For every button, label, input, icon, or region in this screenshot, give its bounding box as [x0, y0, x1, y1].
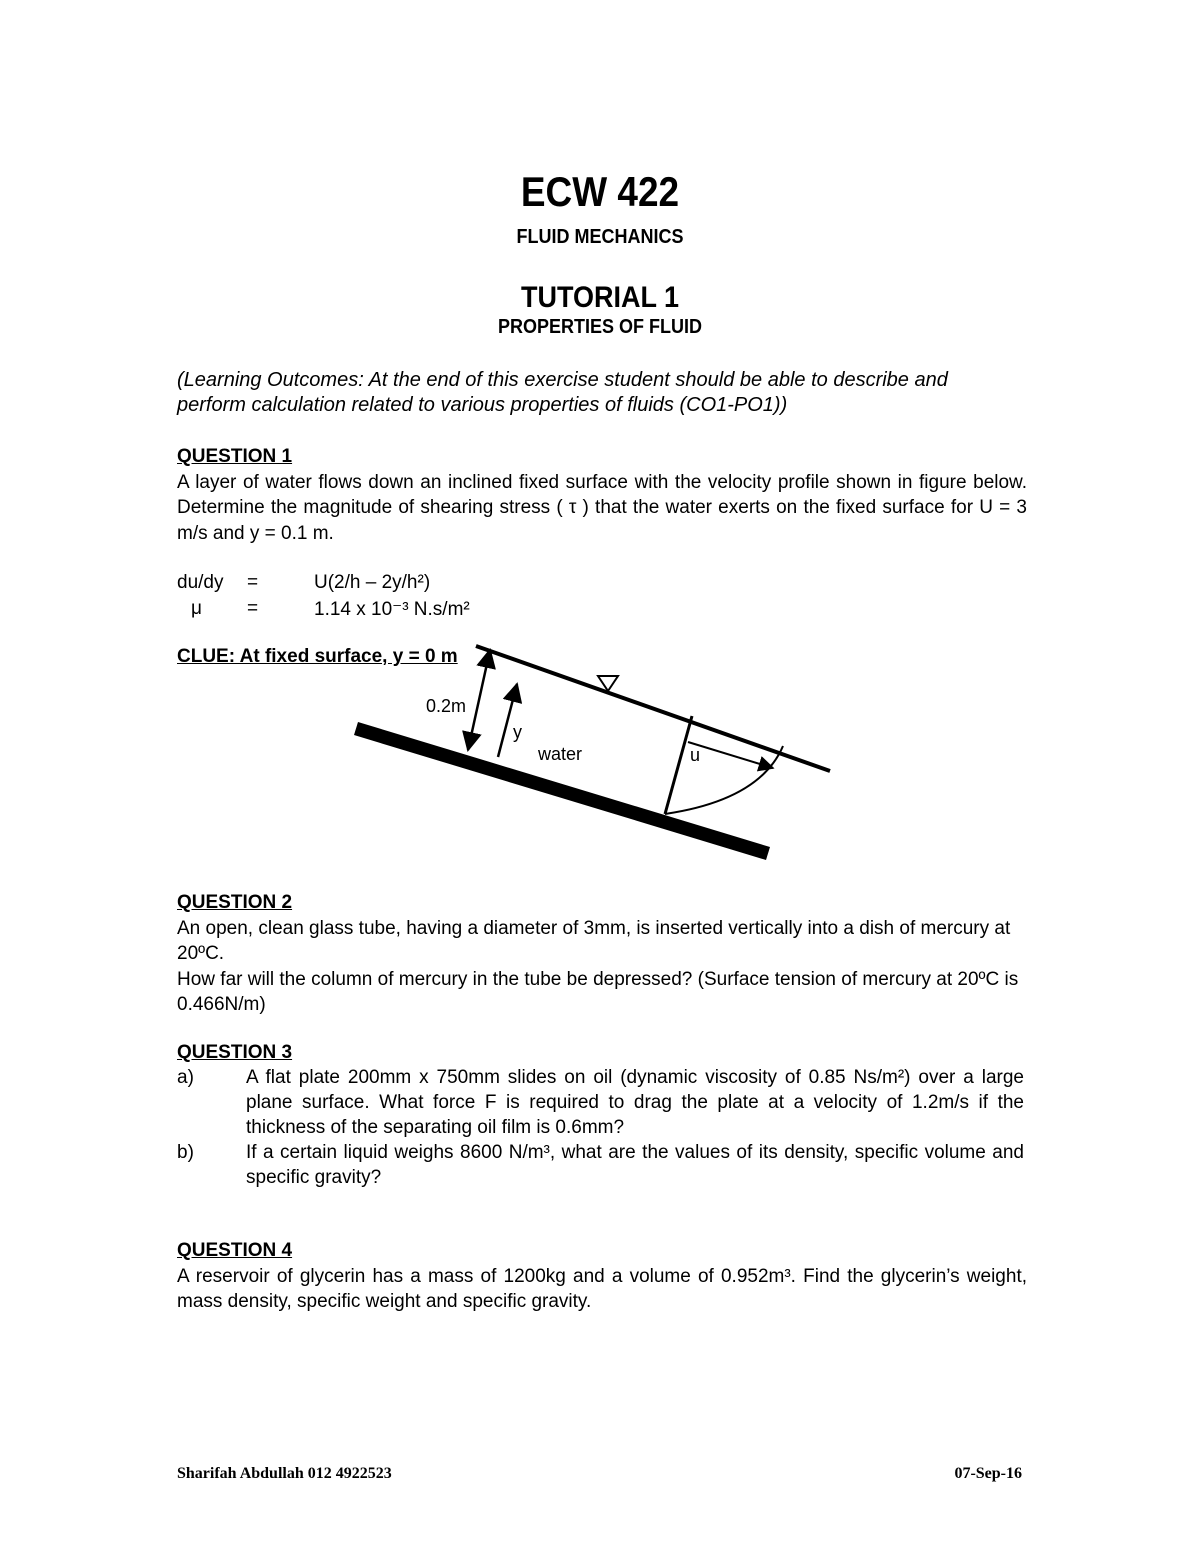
formula-dudy-eq: =: [247, 572, 259, 593]
course-name: FLUID MECHANICS: [516, 226, 684, 248]
formula-mu-eq: =: [247, 598, 259, 619]
label-y: y: [513, 722, 522, 742]
footer-author: Sharifah Abdullah 012 4922523: [177, 1465, 392, 1482]
question-3-part-a-label: a): [177, 1067, 194, 1088]
question-3-heading-block: [177, 1040, 1027, 1066]
question-1-text: A layer of water flows down an inclined fixed surface with the velocity profile shown in figure below. Determine the magnitude of shearing stress ( τ ) that the water exerts on the fixed surface for U = 3 m/s and y = 0.1 m.: [177, 471, 1027, 544]
depth-arrow: [468, 650, 490, 750]
tutorial-title: TUTORIAL 1: [520, 281, 680, 314]
question-4-text: A reservoir of glycerin has a mass of 1200kg and a volume of 0.952m³. Find the glycerin’s weight, mass density, specific weight and specific gravity.: [177, 1265, 1027, 1312]
question-4: [177, 1238, 1027, 1315]
learning-outcomes-line-2: perform calculation related to various properties of fluids (CO1-PO1)): [177, 394, 788, 416]
question-3-part-a-text: A flat plate 200mm x 750mm slides on oil (dynamic viscosity of 0.85 Ns/m²) over a large plane surface. What force F is required to drag the plate at a velocity of 1.2m/s if the thickness of the separating oil film is 0.6mm?: [246, 1067, 1024, 1138]
velocity-profile-curve: [665, 746, 783, 814]
label-water: water: [538, 744, 583, 764]
formula-dudy-lhs: du/dy: [177, 572, 224, 593]
tutorial-subtitle: PROPERTIES OF FLUID: [497, 316, 703, 338]
footer-date: 07-Sep-16: [954, 1465, 1022, 1482]
fixed-surface: [354, 722, 770, 860]
question-3-part-b: [177, 1140, 1027, 1190]
question-3-part-b-label: b): [177, 1142, 194, 1163]
question-2: [177, 890, 1027, 1018]
question-2-line-1: An open, clean glass tube, having a diameter of 3mm, is inserted vertically into a dish of mercury at 20ºC.: [177, 917, 1011, 964]
clue: CLUE: At fixed surface, y = 0 m: [177, 646, 458, 667]
question-3-part-b-text: If a certain liquid weighs 8600 N/m³, what are the values of its density, specific volume and specific gravity?: [246, 1142, 1024, 1188]
formula-dudy-rhs: U(2/h – 2y/h²): [314, 572, 431, 593]
course-code: ECW 422: [520, 168, 680, 215]
question-3-heading: QUESTION 3: [177, 1042, 293, 1063]
label-u: u: [690, 745, 701, 765]
question-1-heading: QUESTION 1: [177, 446, 293, 467]
question-2-line-2: How far will the column of mercury in the tube be depressed? (Surface tension of mercury at 20ºC is: [177, 968, 1019, 990]
learning-outcomes-line-1: (Learning Outcomes: At the end of this exercise student should be able to describe and: [177, 369, 948, 391]
y-arrow: [498, 684, 517, 757]
formula-mu-rhs: 1.14 x 10⁻³ N.s/m²: [314, 599, 470, 620]
label-depth: 0.2m: [426, 696, 467, 716]
profile-reference-line: [665, 716, 692, 814]
question-2-heading: QUESTION 2: [177, 892, 293, 913]
question-2-line-3: 0.466N/m): [177, 994, 266, 1015]
formula-mu-lhs: μ: [191, 598, 202, 619]
free-surface-line: [476, 646, 830, 771]
question-4-heading: QUESTION 4: [177, 1240, 293, 1261]
question-3-part-a: [177, 1065, 1027, 1140]
